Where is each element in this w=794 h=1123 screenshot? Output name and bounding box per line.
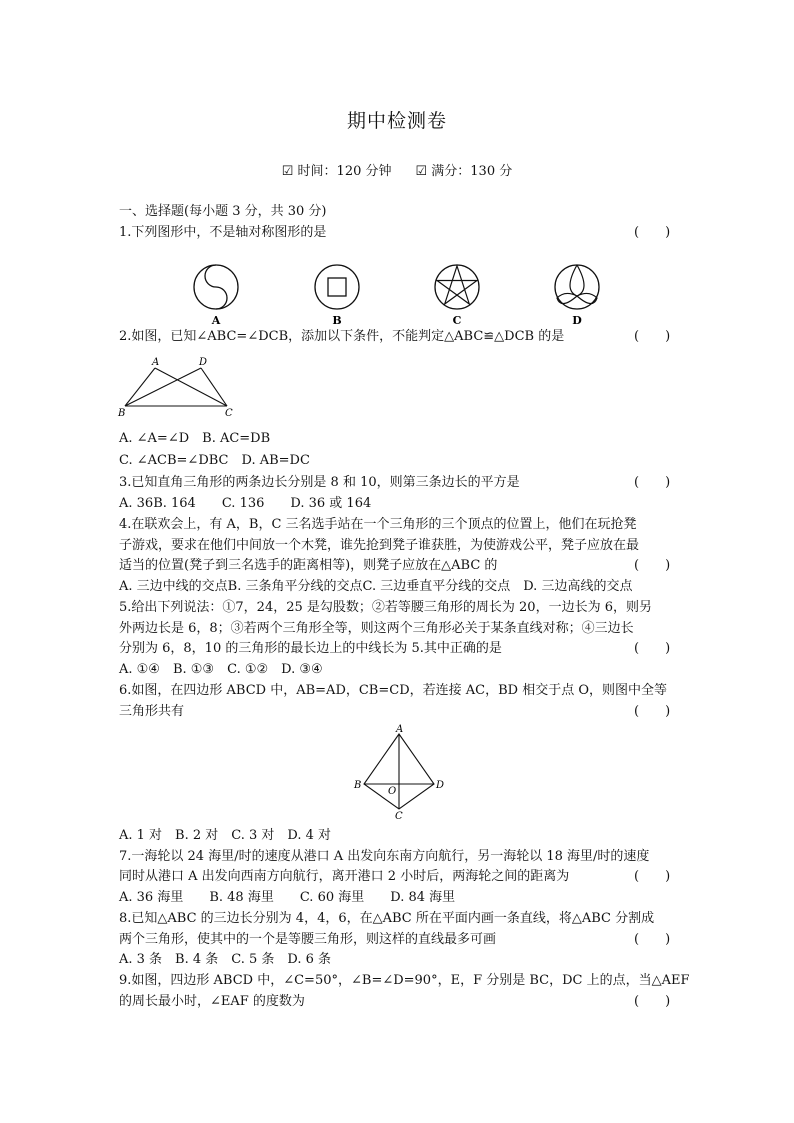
q5-stem-2: 外两边长是 6，8；③若两个三角形全等，则这两个三角形必关于某条直线对称；④三边长 xyxy=(119,621,634,636)
q1-stem: 1.下列图形中，不是轴对称图形的是 xyxy=(119,225,327,240)
q6-answer-blank: ( ) xyxy=(634,704,671,719)
q6-label-a: A xyxy=(396,724,404,735)
q6-label-c: C xyxy=(395,811,403,822)
exam-info xyxy=(0,160,794,179)
q3-options: A. 36B. 164 C. 136 D. 36 或 164 xyxy=(119,496,372,511)
section-heading: 一、选择题(每小题 3 分，共 30 分) xyxy=(119,204,327,219)
q8-stem-2: 两个三角形，使其中的一个是等腰三角形，则这样的直线最多可画 xyxy=(119,932,497,947)
time-info: ☑ 时间：120 分钟 xyxy=(281,164,392,179)
q2-label-c: C xyxy=(225,408,233,419)
figure-d-icon xyxy=(555,265,599,309)
q4-options: A. 三边中线的交点B. 三条角平分线的交点C. 三边垂直平分线的交点 D. 三边高线的交点 xyxy=(119,579,633,594)
q7-options: A. 36 海里 B. 48 海里 C. 60 海里 D. 84 海里 xyxy=(119,890,456,905)
figure-a-icon xyxy=(194,265,238,309)
q6-stem-2: 三角形共有 xyxy=(119,704,185,719)
q6-label-o: O xyxy=(388,786,397,797)
q2-answer-blank: ( ) xyxy=(634,329,671,344)
q4-stem-1: 4.在联欢会上，有 A，B，C 三名选手站在一个三角形的三个顶点的位置上，他们在玩抢凳 xyxy=(119,517,637,532)
q3-stem: 3.已知直角三角形的两条边长分别是 8 和 10，则第三条边长的平方是 xyxy=(119,475,520,490)
q2-label-a: A xyxy=(152,357,160,368)
q5-options: A. ①④ B. ①③ C. ①② D. ③④ xyxy=(119,662,323,677)
q5-stem-1: 5.给出下列说法：①7，24，25 是勾股数；②若等腰三角形的周长为 20，一边长为 6，则另 xyxy=(119,600,652,615)
q3-answer-blank: ( ) xyxy=(634,475,671,490)
q8-options: A. 3 条 B. 4 条 C. 5 条 D. 6 条 xyxy=(119,952,332,967)
q2-options-1: A. ∠A=∠D B. AC=DB xyxy=(119,431,271,446)
q1-option-b: B xyxy=(332,314,342,327)
q2-label-b: B xyxy=(118,408,126,419)
q8-stem-1: 8.已知△ABC 的三边长分别为 4，4，6，在△ABC 所在平面内画一条直线，将△ABC 分割成 xyxy=(119,911,655,926)
q6-figure xyxy=(350,725,450,820)
q7-stem-2: 同时从港口 A 出发向西南方向航行，离开港口 2 小时后，两海轮之间的距离为 xyxy=(119,869,570,884)
q2-stem: 2.如图，已知∠ABC=∠DCB，添加以下条件，不能判定△ABC≌△DCB 的是 xyxy=(119,329,565,344)
figure-b-icon xyxy=(315,265,359,309)
q4-stem-3: 适当的位置(凳子到三名选手的距离相等)，则凳子应放在△ABC 的 xyxy=(119,558,498,573)
q9-stem-1: 9.如图，四边形 ABCD 中，∠C=50°，∠B=∠D=90°，E，F 分别是 BC，DC 上的点，当△AEF xyxy=(119,973,690,988)
q7-stem-1: 7.一海轮以 24 海里/时的速度从港口 A 出发向东南方向航行，另一海轮以 18 海里/时的速度 xyxy=(119,849,650,864)
q8-answer-blank: ( ) xyxy=(634,932,671,947)
q1-option-c: C xyxy=(452,314,462,327)
q2-figure xyxy=(115,354,240,419)
q2-label-d: D xyxy=(199,357,208,368)
q4-stem-2: 子游戏，要求在他们中间放一个木凳，谁先抢到凳子谁获胜，为使游戏公平，凳子应放在最 xyxy=(119,538,640,553)
q4-answer-blank: ( ) xyxy=(634,558,671,573)
q6-label-b: B xyxy=(354,780,362,791)
q6-label-d: D xyxy=(436,780,445,791)
q9-stem-2: 的周长最小时，∠EAF 的度数为 xyxy=(119,994,305,1009)
q5-answer-blank: ( ) xyxy=(634,641,671,656)
page-title: 期中检测卷 xyxy=(346,110,447,132)
q1-answer-blank: ( ) xyxy=(634,225,671,240)
q1-option-d: D xyxy=(572,314,582,327)
q5-stem-3: 分别为 6，8，10 的三角形的最长边上的中线长为 5.其中正确的是 xyxy=(119,641,502,656)
q9-answer-blank: ( ) xyxy=(634,994,671,1009)
q7-answer-blank: ( ) xyxy=(634,869,671,884)
figure-c-icon xyxy=(435,265,479,309)
q6-options: A. 1 对 B. 2 对 C. 3 对 D. 4 对 xyxy=(119,828,332,843)
q6-stem-1: 6.如图，在四边形 ABCD 中，AB=AD，CB=CD，若连接 AC，BD 相交于点 O，则图中全等 xyxy=(119,683,667,698)
q1-figures xyxy=(185,260,615,330)
q1-option-a: A xyxy=(211,314,221,327)
q2-options-2: C. ∠ACB=∠DBC D. AB=DC xyxy=(119,453,310,468)
score-info: ☑ 满分：130 分 xyxy=(415,164,513,179)
